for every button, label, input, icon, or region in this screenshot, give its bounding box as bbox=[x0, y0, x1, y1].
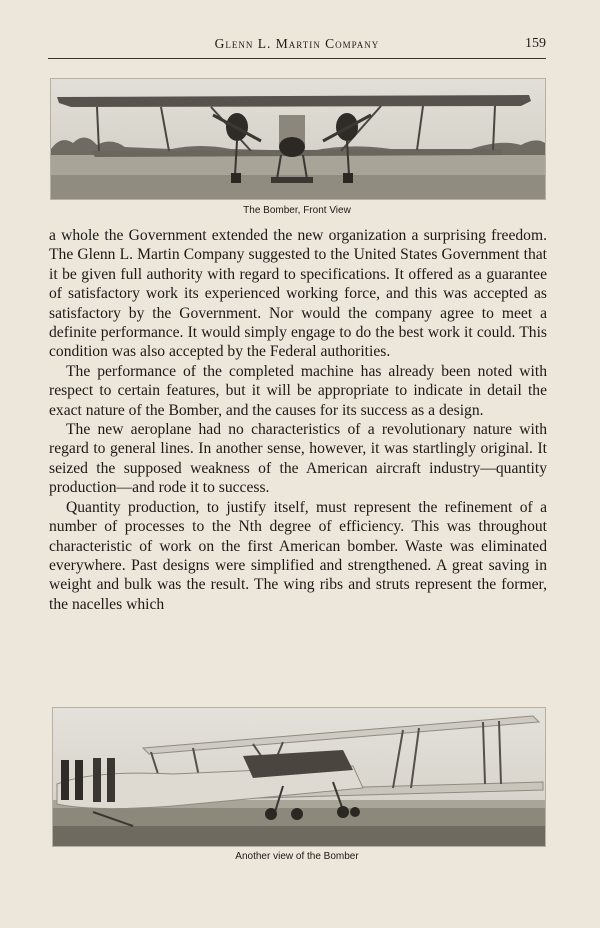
paragraph: The performance of the completed machine has already been noted with respect to certain features, but it will be appropriate to indicate in detail the exact nature of the Bomber, and the causes for its success as a design. bbox=[49, 362, 547, 419]
paragraph: a whole the Government extended the new organization a surprising freedom. The Glenn L. Martin Company suggested to the United States Government that it be given full authority with regard to specifications. It offered as a guarantee of satisfactory work its experienced working force, and this was accepted as satisfactory by the Government. Nor would the company agree to meet a definite performance. It would simply engage to do the best work it could. This condition was also accepted by the Federal authorities. bbox=[49, 227, 547, 361]
body-text bbox=[49, 226, 547, 614]
figure-caption: The Bomber, Front View bbox=[243, 205, 351, 216]
bomber-front-view-photo bbox=[50, 78, 546, 200]
paragraph: Quantity production, to justify itself, must represent the refinement of a number of processes to the Nth degree of efficiency. This was throughout characteristic of work on the first American bomber. Waste was eliminated everywhere. Past designs were simplified and strengthened. A great saving in weight and bulk was the result. The wing ribs and struts represent the former, the nacelles which bbox=[49, 498, 547, 613]
figure-caption: Another view of the Bomber bbox=[235, 851, 359, 862]
page-number: 159 bbox=[525, 36, 546, 51]
header-rule bbox=[48, 58, 546, 59]
paragraph: The new aeroplane had no characteristics of a revolutionary nature with regard to general lines. In another sense, however, it was startlingly original. It seized the supposed weakness of the American aircraft industry—quantity production—and rode it to success. bbox=[49, 421, 547, 497]
running-head bbox=[48, 36, 546, 56]
bomber-side-view-photo bbox=[52, 707, 546, 847]
running-title: Glenn L. Martin Company bbox=[214, 36, 380, 51]
